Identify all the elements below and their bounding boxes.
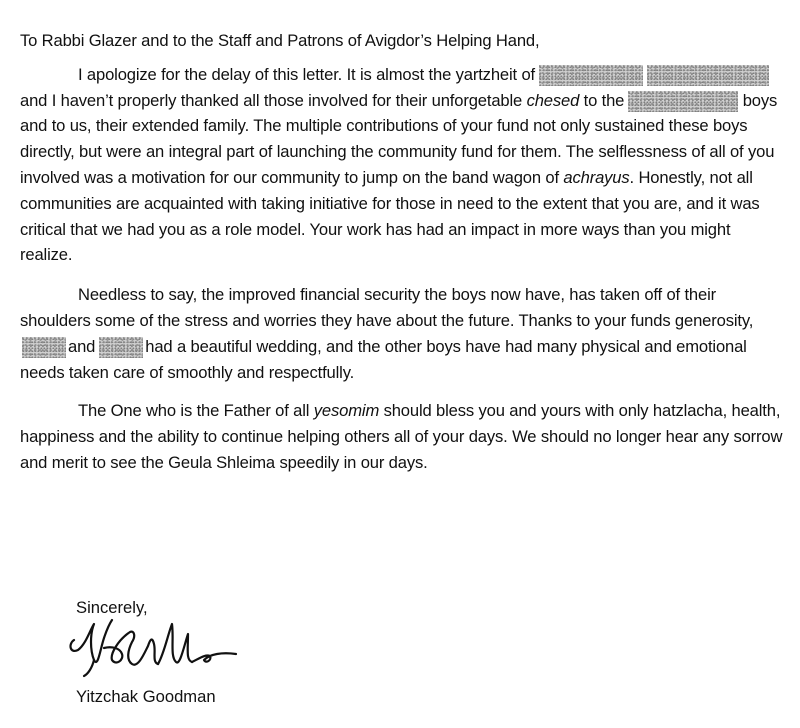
- redacted-name: [22, 337, 66, 358]
- yesomim-word: yesomim: [313, 401, 380, 421]
- paragraph-3-text-b: should bless you and yours with only hatzlacha, health, happiness and the ability to continue helping others all of your days. We should no longer hear any sorrow and merit to see the Geula Shleima speedily in our days.: [20, 401, 783, 472]
- paragraph-1-text-a: I apologize for the delay of this letter. It is almost the yartzheit of: [78, 64, 535, 84]
- paragraph-apology: [20, 62, 786, 268]
- chesed-word: chesed: [526, 90, 580, 110]
- redacted-family-name: [628, 91, 738, 112]
- paragraph-2-text-b: and: [68, 336, 96, 356]
- paragraph-3-text-a: The One who is the Father of all: [78, 401, 314, 421]
- handwritten-signature: [60, 610, 240, 682]
- signer-name: Yitzchak Goodman: [76, 687, 216, 706]
- redacted-name: [647, 65, 769, 86]
- paragraph-1-text-b: and I haven’t properly thanked all those involved for their unforgetable: [20, 90, 527, 110]
- redacted-name: [99, 337, 143, 358]
- paragraph-2-text-c: had a beautiful wedding, and the other boys have had many physical and emotional needs taken care of smoothly and respectfully.: [20, 336, 747, 382]
- paragraph-gratitude: [20, 282, 786, 385]
- closing: Sincerely,: [76, 598, 148, 617]
- paragraph-1-text-c: to the: [579, 90, 625, 110]
- paragraph-1-text-e: . Honestly, not all communities are acquainted with taking initiative for those in need to the extent that you are, and it was critical that we had you as a role model. Your work has had an impact in more ways than you might realize.: [20, 167, 760, 265]
- paragraph-blessing: [20, 398, 786, 475]
- salutation: To Rabbi Glazer and to the Staff and Patrons of Avigdor’s Helping Hand,: [20, 31, 540, 50]
- redacted-name: [539, 65, 643, 86]
- achrayus-word: achrayus: [563, 167, 630, 187]
- paragraph-2-text-a: Needless to say, the improved financial security the boys now have, has taken off of their shoulders some of the stress and worries they have about the future. Thanks to your funds generosity,: [20, 285, 754, 330]
- letter-body: [20, 28, 786, 490]
- paragraph-1-text-d: boys and to us, their extended family. The multiple contributions of your fund not only sustained these boys directly, but were an integral part of launching the community fund for them. The selflessness of all of you involved was a motivation for our community to jump on the band wagon of: [20, 90, 778, 187]
